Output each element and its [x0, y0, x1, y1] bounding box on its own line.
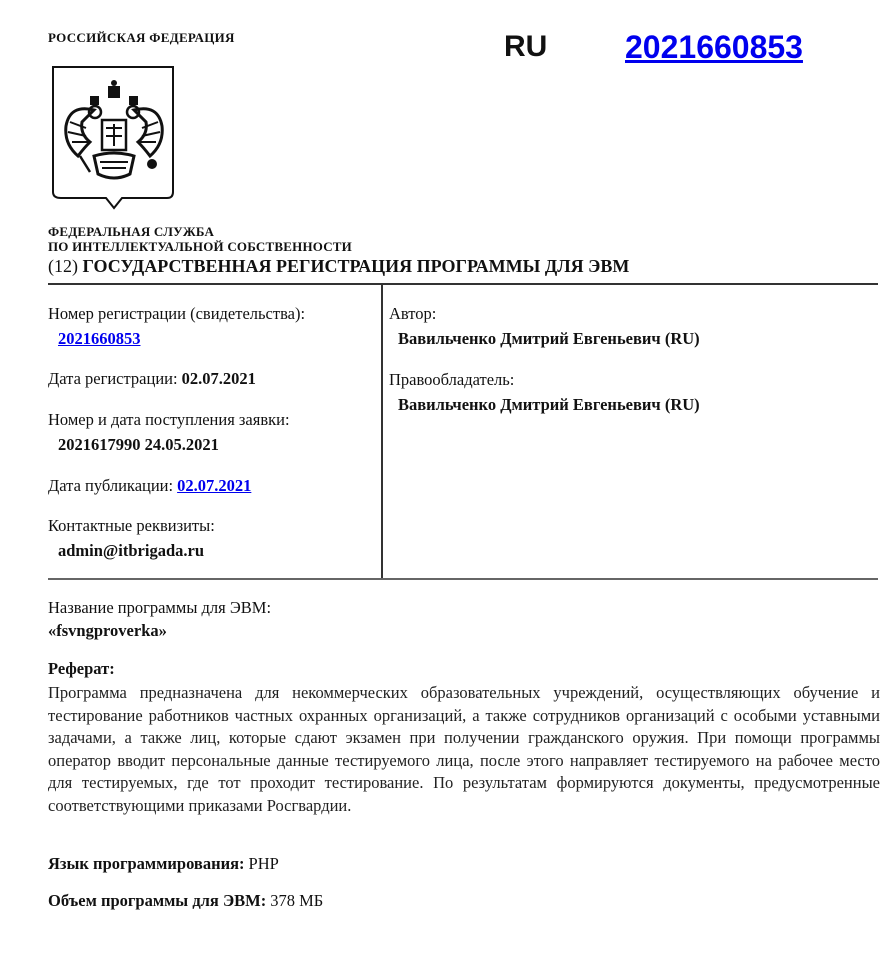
- author-label: Автор:: [389, 304, 437, 323]
- contacts-value: admin@itbrigada.ru: [58, 541, 204, 560]
- size-value: 378 МБ: [270, 891, 324, 910]
- abstract-label: Реферат:: [48, 659, 115, 678]
- rightholder-value: Вавильченко Дмитрий Евгеньевич (RU): [398, 395, 700, 414]
- registration-date-row: [48, 369, 256, 389]
- program-name-value: «fsvngproverka»: [48, 621, 167, 640]
- document-type-code: (12): [48, 256, 78, 276]
- agency-name-line1: ФЕДЕРАЛЬНАЯ СЛУЖБА: [48, 224, 215, 239]
- language-label: Язык программирования:: [48, 854, 245, 873]
- column-divider: [381, 285, 383, 580]
- document-type: [48, 256, 629, 277]
- language-row: [48, 854, 279, 874]
- publication-date-link[interactable]: 02.07.2021: [177, 476, 252, 495]
- program-name-label: Название программы для ЭВМ:: [48, 598, 272, 617]
- registration-number-label: Номер регистрации (свидетельства):: [48, 304, 306, 323]
- language-value: PHP: [248, 854, 279, 873]
- publication-date-label: Дата публикации:: [48, 476, 174, 495]
- registration-number-link[interactable]: 2021660853: [58, 329, 141, 348]
- document-type-title: ГОСУДАРСТВЕННАЯ РЕГИСТРАЦИЯ ПРОГРАММЫ ДЛЯ ЭВМ: [82, 256, 630, 276]
- size-label: Объем программы для ЭВМ:: [48, 891, 267, 910]
- registration-date-label: Дата регистрации:: [48, 369, 178, 388]
- top-divider: [48, 283, 878, 285]
- publication-date-row: [48, 476, 251, 496]
- application-value: 2021617990 24.05.2021: [58, 435, 219, 454]
- registration-date: 02.07.2021: [181, 369, 256, 388]
- registration-number: [58, 329, 141, 349]
- rightholder-label: Правообладатель:: [389, 370, 515, 389]
- application-label: Номер и дата поступления заявки:: [48, 410, 290, 429]
- country-name: РОССИЙСКАЯ ФЕДЕРАЦИЯ: [48, 30, 235, 45]
- russian-coat-of-arms-icon: [50, 64, 178, 214]
- bottom-divider: [48, 578, 878, 580]
- document-number-link[interactable]: 2021660853: [625, 29, 803, 65]
- abstract-text: Программа предназначена для некоммерческих образовательных учреждений, осуществляющих обучение и тестирование работников частных охранных организаций, а также сотрудников организаций с особыми уставными задачами, а также лиц, которые сдают экзамен при получении гражданского оружия. При помощи программы оператор вводит персональные данные тестируемого лица, после этого направляет тестируемого на рабочее место для тестируемых, где тот проходит тестирование. По результатам формируются документы, предусмотренные соответствующими приказами Росгвардии.: [48, 683, 880, 815]
- agency-name-line2: ПО ИНТЕЛЛЕКТУАЛЬНОЙ СОБСТВЕННОСТИ: [48, 239, 352, 254]
- author-value: Вавильченко Дмитрий Евгеньевич (RU): [398, 329, 700, 348]
- country-code: RU: [504, 30, 548, 63]
- document-number: [625, 29, 803, 66]
- contacts-label: Контактные реквизиты:: [48, 516, 215, 535]
- size-row: [48, 891, 323, 911]
